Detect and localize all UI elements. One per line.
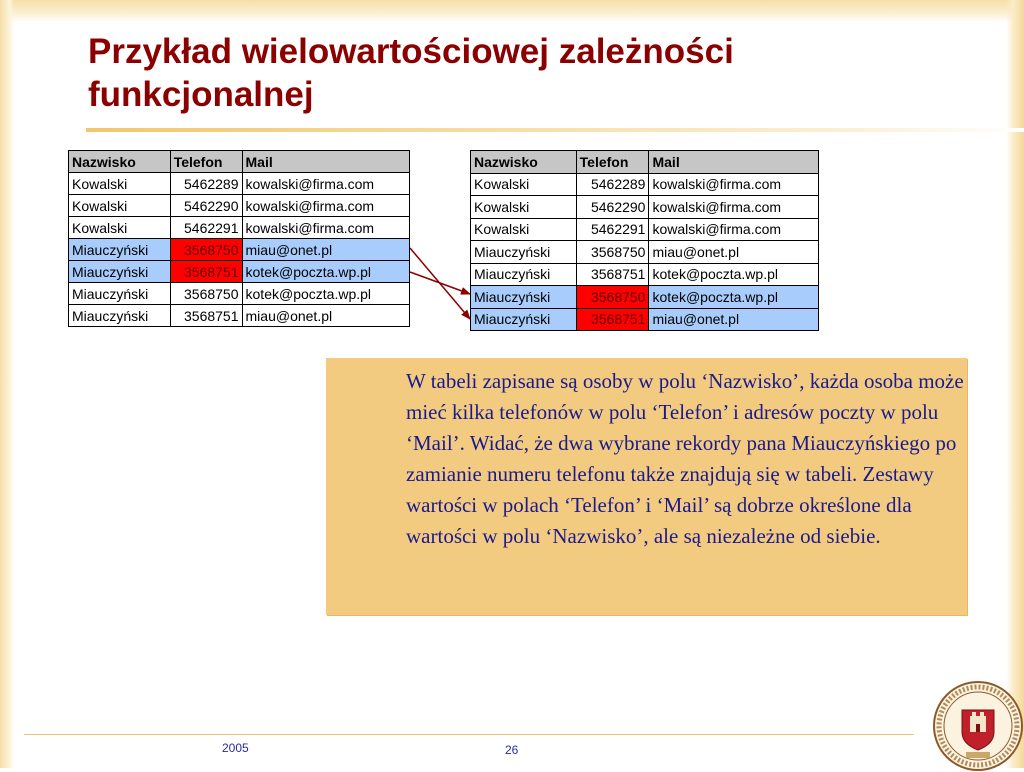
table-row-highlighted bbox=[471, 308, 819, 331]
cell-telefon-highlighted: 3568750 bbox=[576, 286, 649, 309]
cell-telefon-highlighted: 3568750 bbox=[170, 239, 242, 261]
cell-telefon: 5462289 bbox=[576, 173, 649, 196]
cell-mail: miau@onet.pl bbox=[649, 308, 819, 331]
header-nazwisko: Nazwisko bbox=[69, 151, 171, 173]
cell-telefon: 3568751 bbox=[576, 263, 649, 286]
cell-telefon: 5462291 bbox=[170, 217, 242, 239]
table-right bbox=[470, 150, 819, 331]
table-row bbox=[471, 241, 819, 264]
table-left bbox=[68, 150, 410, 327]
table-row bbox=[69, 195, 410, 217]
cell-mail: miau@onet.pl bbox=[242, 305, 409, 327]
cell-telefon: 5462291 bbox=[576, 218, 649, 241]
cell-nazwisko: Miauczyński bbox=[69, 305, 171, 327]
cell-nazwisko: Miauczyński bbox=[471, 263, 577, 286]
cell-mail: kowalski@firma.com bbox=[649, 218, 819, 241]
table-header-row bbox=[471, 151, 819, 174]
cell-nazwisko: Miauczyński bbox=[69, 261, 171, 283]
cell-telefon: 5462290 bbox=[576, 196, 649, 219]
table-row bbox=[471, 218, 819, 241]
cell-telefon: 3568750 bbox=[170, 283, 242, 305]
arrow-row4-to-row7 bbox=[410, 248, 470, 319]
cell-mail: kowalski@firma.com bbox=[649, 173, 819, 196]
cell-telefon: 3568750 bbox=[576, 241, 649, 264]
footer-year: 2005 bbox=[222, 741, 249, 755]
cell-nazwisko: Miauczyński bbox=[471, 308, 577, 331]
page-number: 26 bbox=[505, 743, 519, 757]
left-decor-band bbox=[0, 0, 14, 768]
table-row bbox=[471, 263, 819, 286]
cell-mail: kotek@poczta.wp.pl bbox=[242, 283, 409, 305]
cell-mail: kowalski@firma.com bbox=[242, 173, 409, 195]
table-row bbox=[69, 305, 410, 327]
cell-nazwisko: Kowalski bbox=[69, 195, 171, 217]
cell-nazwisko: Miauczyński bbox=[471, 241, 577, 264]
cell-mail: miau@onet.pl bbox=[242, 239, 409, 261]
cell-telefon-highlighted: 3568751 bbox=[170, 261, 242, 283]
header-nazwisko: Nazwisko bbox=[471, 151, 577, 174]
cell-nazwisko: Kowalski bbox=[471, 196, 577, 219]
note-text: W tabeli zapisane są osoby w polu ‘Nazwisko’, każda osoba może mieć kilka telefonów w polu ‘Telefon’ i adresów poczty w polu ‘Mail’. Widać, że dwa wybrane rekordy pana Miauczyńskiego po zamianie numeru telefonu także znajdują się w tabeli. Zestawy wartości w polach ‘Telefon’ i ‘Mail’ są dobrze określone dla wartości w polu ‘Nazwisko’, ale są niezależne od siebie. bbox=[406, 369, 964, 548]
cell-mail: kowalski@firma.com bbox=[242, 195, 409, 217]
top-decor-band bbox=[0, 0, 1024, 22]
cell-mail: miau@onet.pl bbox=[649, 241, 819, 264]
cell-nazwisko: Miauczyński bbox=[69, 239, 171, 261]
footer-rule bbox=[24, 734, 914, 735]
table-header-row bbox=[69, 151, 410, 173]
arrow-row5-to-row6 bbox=[410, 272, 470, 294]
table-row bbox=[471, 196, 819, 219]
cell-mail: kotek@poczta.wp.pl bbox=[649, 263, 819, 286]
note-box bbox=[326, 358, 967, 615]
cell-telefon-highlighted: 3568751 bbox=[576, 308, 649, 331]
cell-mail: kotek@poczta.wp.pl bbox=[242, 261, 409, 283]
cell-telefon: 3568751 bbox=[170, 305, 242, 327]
cell-mail: kowalski@firma.com bbox=[649, 196, 819, 219]
cell-telefon: 5462289 bbox=[170, 173, 242, 195]
table-row-highlighted bbox=[69, 261, 410, 283]
table-row-highlighted bbox=[471, 286, 819, 309]
cell-nazwisko: Miauczyński bbox=[69, 283, 171, 305]
header-telefon: Telefon bbox=[576, 151, 649, 174]
slide-title: Przykład wielowartościowej zależności funkcjonalnej bbox=[88, 32, 734, 114]
cell-nazwisko: Miauczyński bbox=[471, 286, 577, 309]
cell-telefon: 5462290 bbox=[170, 195, 242, 217]
table-row bbox=[471, 173, 819, 196]
header-mail: Mail bbox=[649, 151, 819, 174]
header-telefon: Telefon bbox=[170, 151, 242, 173]
cell-nazwisko: Kowalski bbox=[471, 218, 577, 241]
title-underline bbox=[86, 128, 1024, 132]
cell-nazwisko: Kowalski bbox=[69, 217, 171, 239]
header-mail: Mail bbox=[242, 151, 409, 173]
table-row-highlighted bbox=[69, 239, 410, 261]
right-decor-band bbox=[1006, 0, 1024, 768]
table-row bbox=[69, 217, 410, 239]
table-row bbox=[69, 173, 410, 195]
cell-nazwisko: Kowalski bbox=[471, 173, 577, 196]
cell-mail: kotek@poczta.wp.pl bbox=[649, 286, 819, 309]
cell-nazwisko: Kowalski bbox=[69, 173, 171, 195]
table-row bbox=[69, 283, 410, 305]
cell-mail: kowalski@firma.com bbox=[242, 217, 409, 239]
school-seal-logo-icon bbox=[932, 680, 1024, 772]
